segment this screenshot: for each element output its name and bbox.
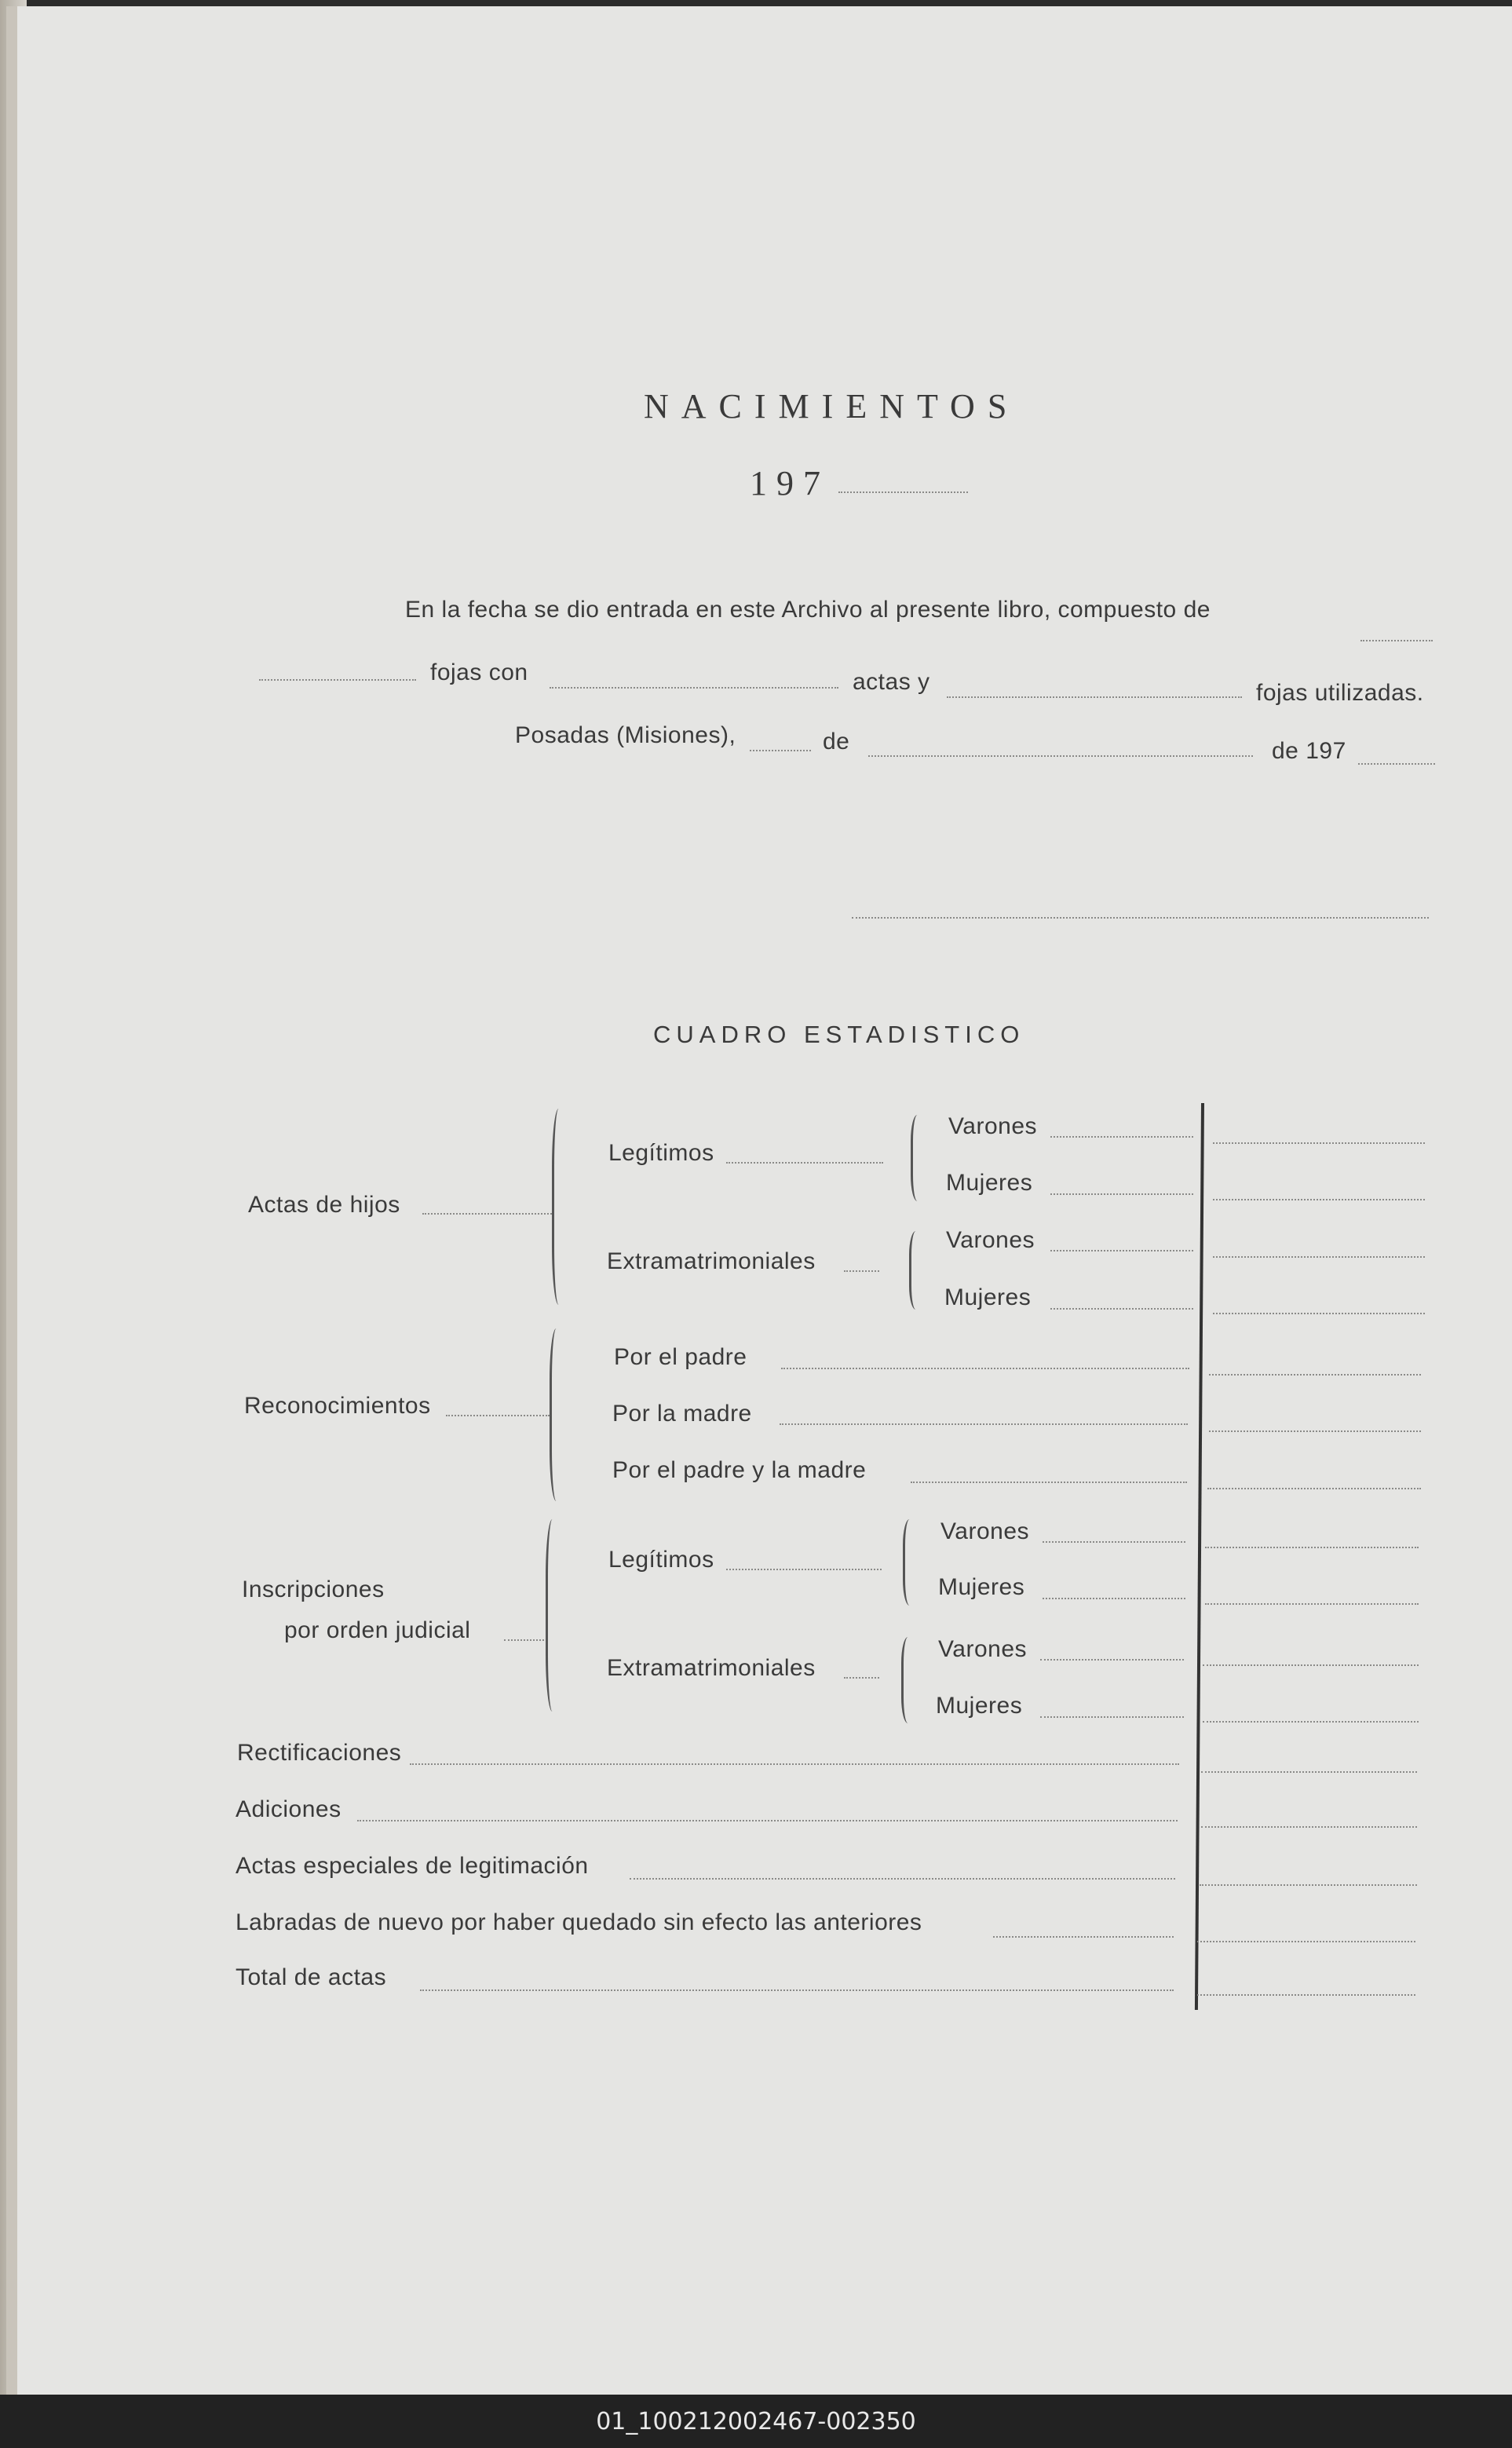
actas-extra-dots bbox=[844, 1270, 879, 1272]
fojas-utilizadas-label: fojas utilizadas. bbox=[1256, 680, 1424, 706]
actas-ext-mujeres-value[interactable] bbox=[1213, 1313, 1425, 1314]
insc-leg-varones-dots bbox=[1043, 1541, 1185, 1543]
adiciones-label: Adiciones bbox=[236, 1796, 341, 1822]
reconocimientos-label: Reconocimientos bbox=[244, 1393, 431, 1419]
insc-extra-brace bbox=[901, 1637, 915, 1723]
actas-ext-mujeres-dots bbox=[1050, 1308, 1193, 1310]
actas-leg-varones-label: Varones bbox=[948, 1113, 1038, 1139]
actas-hijos-label: Actas de hijos bbox=[248, 1192, 400, 1218]
actas-extra-label: Extramatrimoniales bbox=[607, 1248, 816, 1274]
reconocimientos-brace bbox=[550, 1328, 563, 1501]
adiciones-value[interactable] bbox=[1201, 1826, 1417, 1828]
actas-hijos-brace bbox=[552, 1109, 565, 1305]
reconocimientos-dots bbox=[446, 1415, 550, 1416]
actas-leg-varones-dots bbox=[1050, 1136, 1193, 1138]
por-madre-value[interactable] bbox=[1209, 1430, 1421, 1432]
fojas-con-label: fojas con bbox=[430, 659, 528, 685]
entry-year-blank[interactable] bbox=[1358, 763, 1435, 765]
total-actas-dots bbox=[420, 1989, 1174, 1991]
actas-especiales-label: Actas especiales de legitimación bbox=[236, 1853, 589, 1879]
fojas-used-blank[interactable] bbox=[947, 696, 1242, 698]
insc-leg-mujeres-label: Mujeres bbox=[938, 1574, 1025, 1600]
inscripciones-dots bbox=[504, 1639, 547, 1641]
insc-legitimos-brace bbox=[903, 1519, 916, 1606]
signature-line[interactable] bbox=[852, 917, 1429, 919]
de-year-label: de 197 bbox=[1272, 738, 1346, 764]
insc-leg-mujeres-dots bbox=[1043, 1598, 1185, 1599]
year-blank[interactable] bbox=[838, 491, 968, 493]
month-blank[interactable] bbox=[868, 755, 1253, 757]
total-actas-label: Total de actas bbox=[236, 1964, 387, 1990]
insc-ext-varones-dots bbox=[1040, 1659, 1184, 1661]
actas-ext-mujeres-label: Mujeres bbox=[944, 1284, 1032, 1310]
por-padre-value[interactable] bbox=[1209, 1374, 1421, 1376]
actas-leg-mujeres-value[interactable] bbox=[1213, 1199, 1425, 1200]
insc-legitimos-dots bbox=[726, 1569, 882, 1570]
insc-ext-mujeres-label: Mujeres bbox=[936, 1693, 1023, 1719]
insc-extra-label: Extramatrimoniales bbox=[607, 1655, 816, 1681]
por-padre-dots bbox=[781, 1368, 1189, 1369]
actas-especiales-dots bbox=[630, 1878, 1175, 1880]
insc-leg-varones-label: Varones bbox=[940, 1518, 1030, 1544]
orden-judicial-label: por orden judicial bbox=[284, 1617, 471, 1643]
entry-line-1: En la fecha se dio entrada en este Archivo al presente libro, compuesto de bbox=[405, 597, 1211, 623]
labradas-value[interactable] bbox=[1197, 1941, 1415, 1942]
insc-ext-varones-value[interactable] bbox=[1203, 1664, 1419, 1666]
actas-leg-mujeres-label: Mujeres bbox=[946, 1170, 1033, 1196]
insc-leg-varones-value[interactable] bbox=[1205, 1547, 1419, 1548]
actas-hijos-dots bbox=[422, 1213, 552, 1215]
insc-legitimos-label: Legítimos bbox=[608, 1547, 714, 1573]
por-madre-dots bbox=[780, 1423, 1188, 1425]
image-id-label: 01_100212002467-002350 bbox=[596, 2407, 916, 2435]
actas-leg-mujeres-dots bbox=[1050, 1193, 1193, 1195]
year-label: 197 bbox=[750, 464, 830, 502]
por-ambos-dots bbox=[911, 1482, 1187, 1483]
actas-especiales-value[interactable] bbox=[1200, 1884, 1417, 1886]
inscripciones-brace bbox=[546, 1519, 559, 1712]
rectificaciones-dots bbox=[410, 1763, 1179, 1765]
labradas-dots bbox=[993, 1936, 1174, 1938]
day-blank[interactable] bbox=[750, 750, 811, 751]
fojas-count-blank[interactable] bbox=[259, 679, 416, 681]
actas-extra-brace bbox=[909, 1231, 922, 1310]
fojas-total-blank[interactable] bbox=[1360, 640, 1433, 641]
rectificaciones-label: Rectificaciones bbox=[237, 1740, 402, 1766]
por-padre-label: Por el padre bbox=[614, 1344, 747, 1370]
place-label: Posadas (Misiones), bbox=[515, 722, 736, 748]
actas-ext-varones-label: Varones bbox=[946, 1227, 1035, 1253]
page-title: NACIMIENTOS bbox=[644, 387, 1020, 426]
actas-legitimos-brace bbox=[911, 1115, 924, 1201]
actas-y-label: actas y bbox=[853, 669, 930, 695]
document-page bbox=[6, 6, 1512, 2395]
image-id-bar bbox=[0, 2395, 1512, 2448]
insc-ext-varones-label: Varones bbox=[938, 1636, 1028, 1662]
por-ambos-label: Por el padre y la madre bbox=[612, 1457, 867, 1483]
actas-legitimos-dots bbox=[726, 1162, 883, 1164]
de-label: de bbox=[823, 729, 850, 754]
stats-title: CUADRO ESTADISTICO bbox=[653, 1021, 1025, 1048]
total-actas-value[interactable] bbox=[1197, 1994, 1415, 1996]
insc-extra-dots bbox=[844, 1677, 879, 1679]
actas-ext-varones-value[interactable] bbox=[1213, 1256, 1425, 1258]
por-madre-label: Por la madre bbox=[612, 1401, 752, 1427]
actas-leg-varones-value[interactable] bbox=[1213, 1142, 1425, 1144]
insc-ext-mujeres-value[interactable] bbox=[1203, 1721, 1419, 1723]
inscripciones-label: Inscripciones bbox=[242, 1577, 385, 1602]
insc-ext-mujeres-dots bbox=[1040, 1716, 1184, 1718]
adiciones-dots bbox=[357, 1820, 1178, 1821]
insc-leg-mujeres-value[interactable] bbox=[1205, 1603, 1419, 1605]
actas-legitimos-label: Legítimos bbox=[608, 1140, 714, 1166]
actas-ext-varones-dots bbox=[1050, 1250, 1193, 1251]
actas-count-blank[interactable] bbox=[550, 687, 838, 689]
labradas-label: Labradas de nuevo por haber quedado sin efecto las anteriores bbox=[236, 1909, 922, 1935]
por-ambos-value[interactable] bbox=[1207, 1488, 1421, 1489]
rectificaciones-value[interactable] bbox=[1201, 1771, 1417, 1773]
